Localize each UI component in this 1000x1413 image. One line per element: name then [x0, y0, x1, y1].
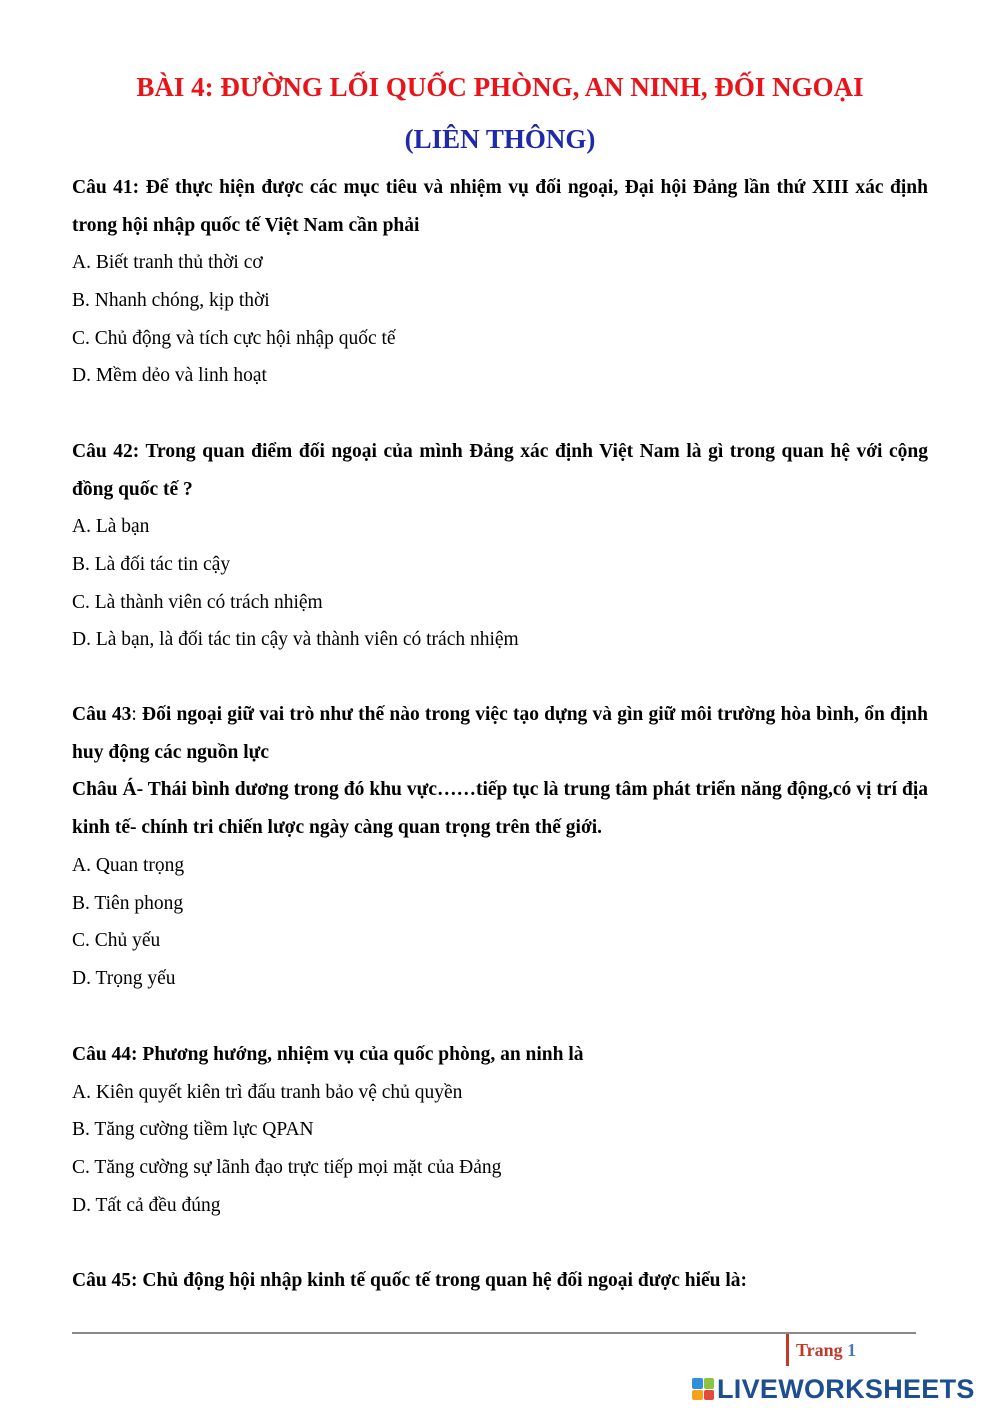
question-label: Câu 42: [72, 441, 140, 462]
brand-name: LIVEWORKSHEETS [717, 1373, 975, 1404]
answer-option-a[interactable]: A. Quan trọng [72, 854, 185, 876]
page-title: BÀI 4: ĐƯỜNG LỐI QUỐC PHÒNG, AN NINH, ĐỐI NGOẠI [136, 72, 864, 102]
question-43 [72, 696, 928, 998]
answer-option-d[interactable]: D. Tất cả đều đúng [72, 1194, 221, 1216]
answer-option-c[interactable]: C. Chủ yếu [72, 930, 161, 952]
question-colon: : [131, 704, 137, 725]
answer-option-b[interactable]: B. Tiên phong [72, 892, 184, 914]
question-body: Để thực hiện được các mục tiêu và nhiệm vụ đối ngoại, Đại hội Đảng lần thứ XIII xác định trong hội nhập quốc tế Việt Nam cần phải [72, 177, 928, 236]
page-subtitle: (LIÊN THÔNG) [404, 124, 596, 154]
question-text-continued: Châu Á- Thái bình dương trong đó khu vực……tiếp tục là trung tâm phát triển năng động,có vị trí địa kinh tế- chính tri chiến lược ngày càng quan trọng trên thế giới. [72, 779, 928, 839]
page-word: Trang [796, 1340, 843, 1360]
page-number [796, 1340, 856, 1361]
question-label: Câu 45: [72, 1270, 138, 1291]
answer-option-b[interactable]: B. Tăng cường tiềm lực QPAN [72, 1119, 314, 1141]
answer-option-b[interactable]: B. Nhanh chóng, kịp thời [72, 290, 270, 312]
question-42 [72, 433, 928, 659]
liveworksheets-logo-icon [692, 1378, 714, 1400]
answer-option-d[interactable]: D. Trọng yếu [72, 967, 176, 989]
answer-option-c[interactable]: C. Chủ động và tích cực hội nhập quốc tế [72, 327, 396, 349]
answer-option-d[interactable]: D. Là bạn, là đối tác tin cậy và thành viên có trách nhiệm [72, 629, 519, 651]
question-text [72, 696, 928, 771]
question-label: Câu 43 [72, 704, 132, 725]
question-body: Trong quan điểm đối ngoại của mình Đảng xác định Việt Nam là gì trong quan hệ với cộng đồng quốc tế ? [72, 441, 928, 500]
question-text [72, 1262, 928, 1300]
question-body: Chủ động hội nhập kinh tế quốc tế trong quan hệ đối ngoại được hiểu là: [137, 1270, 748, 1291]
question-label: Câu 41: [72, 177, 140, 198]
answer-option-b[interactable]: B. Là đối tác tin cậy [72, 554, 231, 576]
answer-option-a[interactable]: A. Biết tranh thủ thời cơ [72, 252, 263, 274]
question-text [72, 433, 928, 508]
page-number-separator [786, 1334, 789, 1366]
footer-divider [72, 1332, 916, 1334]
question-body: Phương hướng, nhiệm vụ của quốc phòng, an ninh là [137, 1044, 584, 1065]
answer-option-c[interactable]: C. Tăng cường sự lãnh đạo trực tiếp mọi mặt của Đảng [72, 1157, 502, 1179]
question-text [72, 169, 928, 244]
question-41 [72, 169, 928, 395]
question-label: Câu 44: [72, 1044, 138, 1065]
question-45 [72, 1262, 928, 1300]
answer-option-a[interactable]: A. Kiên quyết kiên trì đấu tranh bảo vệ chủ quyền [72, 1081, 463, 1103]
answer-option-d[interactable]: D. Mềm dẻo và linh hoạt [72, 365, 267, 387]
answer-option-c[interactable]: C. Là thành viên có trách nhiệm [72, 591, 323, 613]
question-44 [72, 1036, 928, 1224]
page-number-value: 1 [847, 1340, 857, 1360]
question-text [72, 1036, 928, 1074]
answer-option-a[interactable]: A. Là bạn [72, 516, 150, 538]
liveworksheets-brand[interactable] [692, 1374, 975, 1404]
question-body: Đối ngoại giữ vai trò như thế nào trong việc tạo dựng và gìn giữ môi trường hòa bình, ổn định huy động các nguồn lực [72, 704, 928, 763]
